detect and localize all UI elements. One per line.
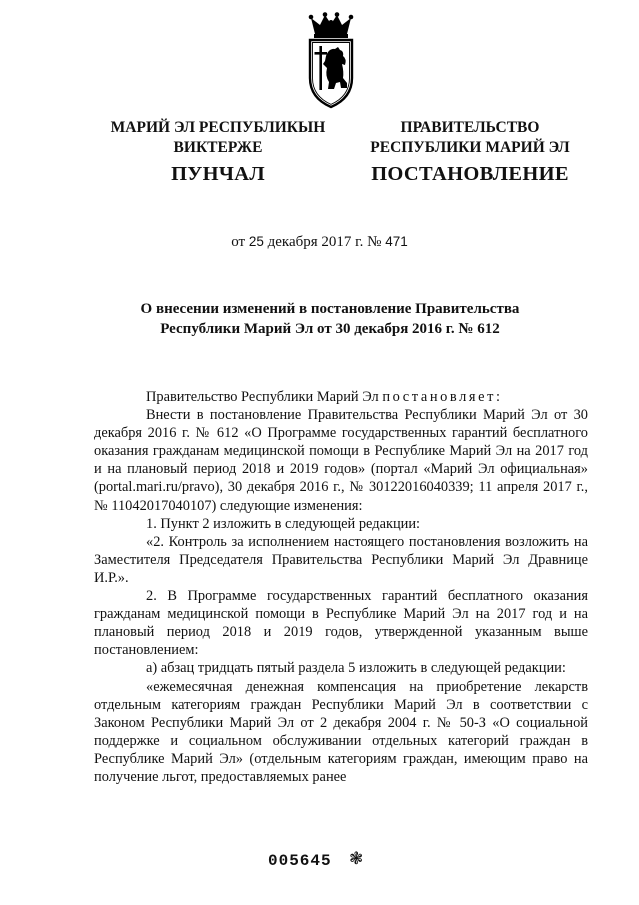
- title-line1: О внесении изменений в постановление Правительства: [140, 301, 520, 317]
- date-prefix: от: [231, 234, 246, 250]
- intro-subject: Правительство Республики Марий Эл: [146, 389, 379, 405]
- document-number: 471: [385, 234, 408, 249]
- coat-of-arms-svg: [298, 12, 364, 110]
- header-left-title: ПУНЧАЛ: [171, 163, 265, 185]
- header-right-line1: ПРАВИТЕЛЬСТВО: [400, 119, 540, 136]
- date-month-year: декабря 2017 г. №: [267, 234, 382, 250]
- paragraph-1: Внести в постановление Правительства Республики Марий Эл от 30 декабря 2016 г. № 612 «О Программе государственных гарантий бесплатного оказания гражданам медицинской помощи в Республике Марий Эл на 2017 год и на плановый период 2018 и 2019 годов» (портал «Марий Эл официальная» (portal.mari.ru/pravo), 30 декабря 2016 г., № 30122016040339; 11 апреля 2017 г., № 11042017040107) следующие изменения:: [94, 407, 588, 514]
- paragraph-5: а) абзац тридцать пятый раздела 5 изложить в следующей редакции:: [146, 660, 566, 677]
- header-left-line1: МАРИЙ ЭЛ РЕСПУБЛИКЫН: [110, 119, 326, 136]
- header-left-line2: ВИКТЕРЖЕ: [173, 139, 263, 156]
- document-body: [94, 388, 588, 786]
- document-date: [0, 234, 639, 251]
- header-right-line2: РЕСПУБЛИКИ МАРИЙ ЭЛ: [370, 139, 570, 156]
- header-right-title: ПОСТАНОВЛЕНИЕ: [371, 163, 569, 185]
- intro-verb: постановляет:: [382, 389, 503, 405]
- asterisk-ornament-icon: ❃: [349, 849, 364, 869]
- paragraph-3: «2. Контроль за исполнением настоящего постановления возложить на Заместителя Председателя Правительства Республики Марий Эл Дравнице И.Р.».: [94, 533, 588, 586]
- paragraph-4: 2. В Программе государственных гарантий бесплатного оказания гражданам медицинской помощи в Республике Марий Эл на 2017 год и на плановый период 2018 и 2019 годов, утвержденной указанным выше постановлением:: [94, 588, 588, 659]
- coat-of-arms-icon: [298, 12, 364, 110]
- form-serial-number: 005645: [268, 852, 332, 870]
- paragraph-6: «ежемесячная денежная компенсация на приобретение лекарств отдельным категориям граждан Республики Марий Эл в соответствии с Законом Республики Марий Эл от 2 декабря 2004 г. № 50-З «О социальной поддержке и социальном обслуживании отдельных категорий граждан в Республике Марий Эл» (отдельным категориям граждан, имеющим право на получение льгот, предоставляемых ранее: [94, 678, 588, 785]
- date-day: 25: [248, 234, 264, 249]
- document-title: [90, 299, 570, 339]
- title-line2: Республики Марий Эл от 30 декабря 2016 г. № 612: [160, 321, 500, 337]
- paragraph-2: 1. Пункт 2 изложить в следующей редакции:: [146, 515, 421, 532]
- intro-paragraph: [94, 388, 588, 406]
